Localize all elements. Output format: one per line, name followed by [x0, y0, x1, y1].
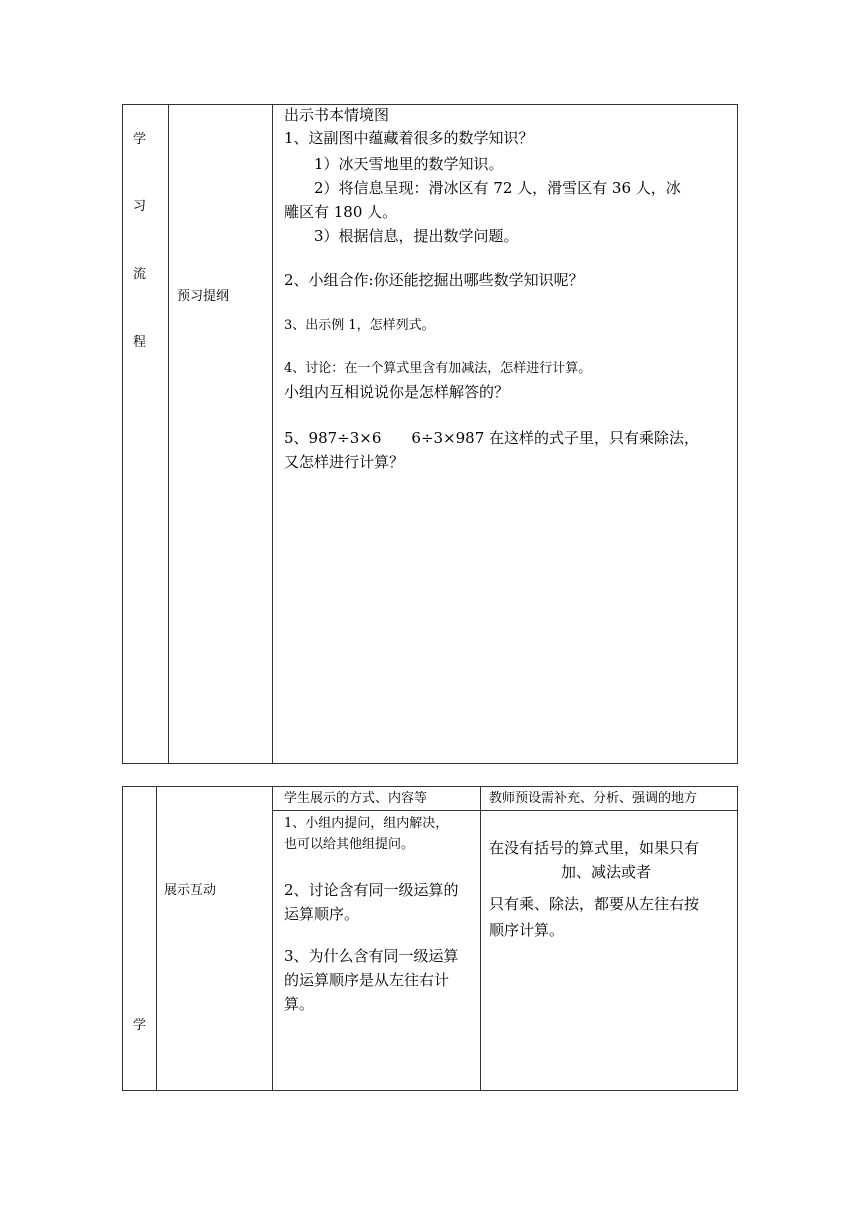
student-line-3: 2、讨论含有同一级运算的 [284, 881, 459, 899]
question-5-line1: 5、987÷3×6 6÷3×987 在这样的式子里，只有乘除法， [284, 429, 700, 447]
header-teacher-notes: 教师预设需补充、分析、强调的地方 [489, 791, 698, 806]
teacher-line-1: 在没有括号的算式里，如果只有 [489, 839, 700, 857]
table1-col1-char-2: 习 [133, 199, 147, 214]
student-line-4: 运算顺序。 [284, 905, 360, 923]
student-line-5: 3、为什么含有同一级运算 [284, 947, 459, 965]
table1-col1-char-4: 程 [133, 335, 147, 350]
question-2: 2、小组合作:你还能挖掘出哪些数学知识呢？ [284, 271, 584, 289]
question-1-a: 1）冰天雪地里的数学知识。 [314, 155, 504, 173]
question-5-line2: 又怎样进行计算？ [284, 453, 405, 471]
table2-col-divider-1 [156, 786, 157, 1091]
teacher-line-2: 加、减法或者 [561, 863, 652, 881]
table2-header-divider [272, 810, 738, 811]
header-student-display: 学生展示的方式、内容等 [284, 791, 428, 806]
table1-col-divider-1 [168, 104, 169, 764]
student-line-7: 算。 [284, 995, 315, 1013]
student-line-2: 也可以给其他组提问。 [284, 837, 415, 852]
question-1-c: 3）根据信息，提出数学问题。 [314, 227, 519, 245]
table2-col-divider-3 [480, 786, 481, 1091]
question-4-b: 小组内互相说说你是怎样解答的？ [284, 383, 510, 401]
table1-col-divider-2 [272, 104, 273, 764]
student-line-1: 1、小组内提问，组内解决， [284, 816, 449, 831]
table-show-interaction [122, 786, 738, 1091]
question-3: 3、出示例 1，怎样列式。 [284, 318, 435, 333]
table1-col1-char-1: 学 [133, 132, 147, 147]
question-1-b-line2: 雕区有 180 人。 [284, 203, 398, 221]
teacher-line-4: 顺序计算。 [489, 921, 565, 939]
teacher-line-3: 只有乘、除法，都要从左往右按 [489, 895, 700, 913]
student-line-6: 的运算顺序是从左往右计 [284, 971, 450, 989]
preview-outline-label: 预习提纲 [177, 289, 230, 304]
question-1: 1、这副图中蕴藏着很多的数学知识？ [284, 129, 534, 147]
table2-col-divider-2 [272, 786, 273, 1091]
question-4: 4、讨论：在一个算式里含有加减法，怎样进行计算。 [284, 361, 592, 376]
question-1-b-line1: 2）将信息呈现：滑冰区有 72 人，滑雪区有 36 人，冰 [314, 179, 681, 197]
table2-col1-char: 学 [133, 1018, 147, 1033]
table1-col1-char-3: 流 [133, 267, 147, 282]
show-interaction-label: 展示互动 [164, 883, 217, 898]
content-title: 出示书本情境图 [284, 106, 390, 124]
